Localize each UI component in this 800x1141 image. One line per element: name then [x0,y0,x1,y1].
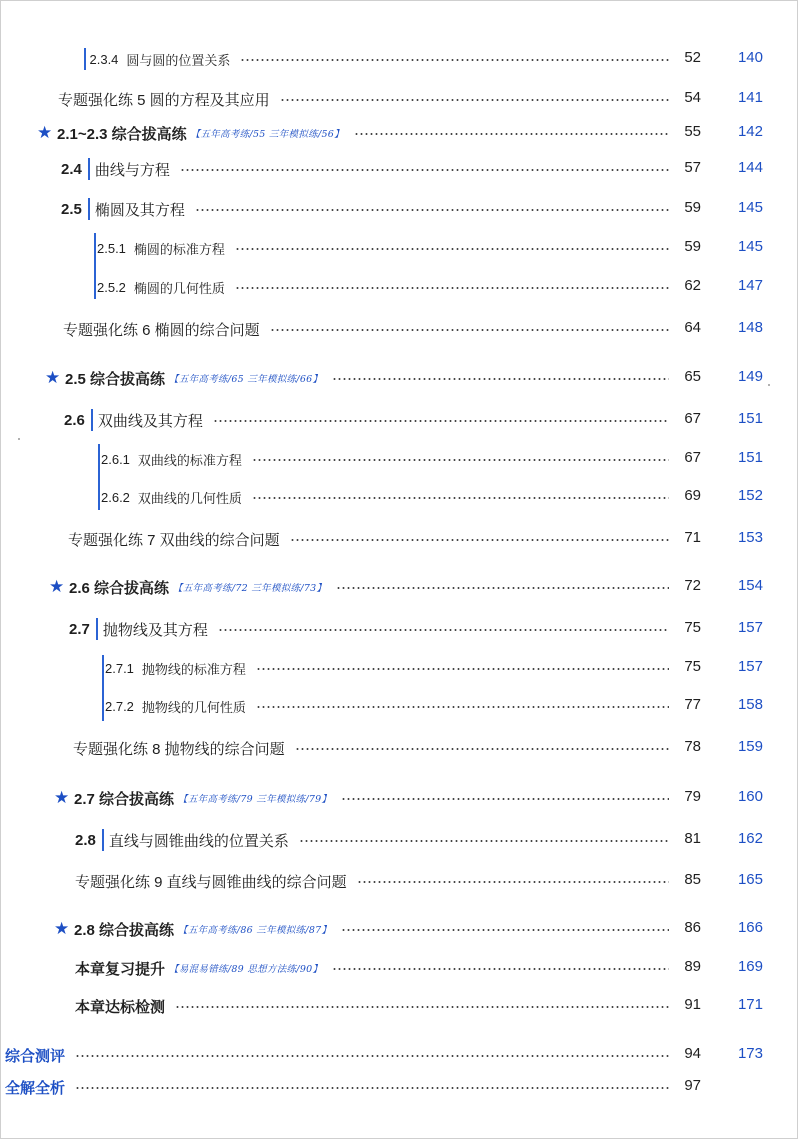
dot-leader [235,287,669,289]
dot-leader [252,459,669,461]
toc-entry[interactable] [1,119,798,147]
section-number: 2.5 [61,200,82,218]
toc-entry-label [37,119,344,147]
toc-entry[interactable] [1,364,798,392]
toc-entry[interactable] [1,915,798,943]
dot-leader [332,968,669,970]
special-practice-title: 专题强化练 9 直线与圆锥曲线的综合问题 [75,873,347,891]
toc-entry[interactable] [1,992,798,1020]
section-number: 2.4 [61,160,82,178]
chapter-item-note: 【易混易错练/89 思想方法练/90】 [169,964,323,975]
page-number: 97 [684,1077,701,1094]
subsection-number: 2.3.4 [89,51,119,67]
page-number: 52 [684,49,701,66]
section-rule [88,158,90,180]
subsection-number: 2.5.2 [97,279,126,295]
section-title: 抛物线及其方程 [102,621,208,639]
toc-entry-label [75,992,165,1020]
toc-entry-label [75,826,289,854]
dot-leader [235,248,669,250]
page-number: 72 [684,577,701,594]
review-note: 【五年高考练/65 三年模拟练/66】 [169,374,323,385]
answer-page-number: 173 [737,1045,763,1062]
subsection-number: 2.6.1 [101,451,130,467]
toc-entry-label [54,784,331,812]
toc-entry[interactable] [1,195,798,223]
section-number: 2.8 [75,831,96,849]
page-number: 75 [684,658,701,675]
page-number: 67 [684,449,701,466]
section-rule [102,829,104,851]
toc-entry-label [45,364,322,392]
page-number: 75 [684,619,701,636]
toc-entry-label [63,315,260,343]
toc-entry[interactable] [1,1041,798,1069]
toc-entry[interactable] [1,406,798,434]
toc-entry-label [101,445,242,473]
dot-leader [256,706,669,708]
review-title: 2.7 综合拔高练 [74,790,175,808]
review-note: 【五年高考练/79 三年模拟练/79】 [178,794,332,805]
dot-leader [357,881,669,883]
star-icon: ★ [54,919,70,938]
toc-entry[interactable] [1,315,798,343]
toc-entry-label [69,615,208,643]
page-number: 64 [684,319,701,336]
toc-entry-label [75,867,347,895]
star-icon: ★ [54,788,70,807]
page-number: 81 [684,830,701,847]
part-title: 全解全析 [5,1079,66,1097]
page-number: 65 [684,368,701,385]
page-number: 67 [684,410,701,427]
answer-page-number: 169 [737,958,763,975]
answer-page-number: 154 [737,577,763,594]
review-note: 【五年高考练/55 三年模拟练/56】 [190,129,344,140]
section-title: 曲线与方程 [94,161,170,179]
toc-entry-label [5,1041,65,1069]
toc-entry[interactable] [1,615,798,643]
subsection-title: 双曲线的标准方程 [137,452,242,468]
dot-leader [270,329,669,331]
toc-entry-label [58,85,270,113]
toc-entry[interactable] [1,1073,798,1101]
answer-page-number: 148 [737,319,763,336]
subsection-number: 2.5.1 [97,240,126,256]
toc-entry[interactable] [1,784,798,812]
answer-page-number: 145 [737,199,763,216]
answer-page-number: 152 [737,487,763,504]
toc-entry[interactable] [1,954,798,982]
review-title: 2.1~2.3 综合拔高练 [57,125,187,143]
page-number: 59 [684,238,701,255]
answer-page-number: 159 [737,738,763,755]
subsection-title: 抛物线的标准方程 [141,661,246,677]
answer-page-number: 153 [737,529,763,546]
answer-page-number: 157 [737,619,763,636]
star-icon: ★ [49,577,65,596]
dot-leader [295,748,669,750]
dot-leader [341,929,669,931]
subsection-title: 圆与圆的位置关系 [126,52,231,68]
dot-leader [341,798,669,800]
toc-entry-label [68,525,280,553]
answer-page-number: 147 [737,277,763,294]
toc-entry[interactable] [1,867,798,895]
page-number: 55 [684,123,701,140]
dot-leader [299,840,669,842]
answer-page-number: 160 [737,788,763,805]
answer-page-number: 165 [737,871,763,888]
answer-page-number: 157 [737,658,763,675]
toc-entry[interactable] [1,525,798,553]
answer-page-number: 144 [737,159,763,176]
subsection-title: 抛物线的几何性质 [141,699,246,715]
toc-entry-label [97,273,225,301]
subsection-title: 椭圆的标准方程 [133,241,225,257]
toc-entry-label [64,406,203,434]
star-icon: ★ [37,123,53,142]
toc-entry-label [61,195,185,223]
subsection-number: 2.6.2 [101,489,130,505]
toc-entry-label [97,234,225,262]
answer-page-number: 149 [737,368,763,385]
toc-entry-label [73,734,285,762]
toc-entry[interactable] [1,234,798,262]
answer-page-number: 141 [737,89,763,106]
review-note: 【五年高考练/72 三年模拟练/73】 [173,583,327,594]
page-number: 94 [684,1045,701,1062]
page-number: 62 [684,277,701,294]
page-number: 79 [684,788,701,805]
page-number: 71 [684,529,701,546]
toc-entry[interactable] [1,45,798,73]
review-title: 2.8 综合拔高练 [74,921,175,939]
dot-leader [195,209,669,211]
page-number: 78 [684,738,701,755]
answer-page-number: 151 [737,410,763,427]
special-practice-title: 专题强化练 5 圆的方程及其应用 [58,91,270,109]
dot-leader [218,629,669,631]
subsection-number: 2.7.1 [105,660,134,676]
page-number: 91 [684,996,701,1013]
page-number: 86 [684,919,701,936]
toc-entry-label [84,45,230,73]
dot-leader [240,59,669,61]
toc-entry[interactable] [1,654,798,682]
answer-page-number: 162 [737,830,763,847]
answer-page-number: 140 [737,49,763,66]
page-number: 59 [684,199,701,216]
answer-page-number: 166 [737,919,763,936]
star-icon: ★ [45,368,61,387]
section-title: 椭圆及其方程 [94,201,185,219]
answer-page-number: 142 [737,123,763,140]
review-note: 【五年高考练/86 三年模拟练/87】 [178,925,332,936]
dot-leader [75,1055,669,1057]
page-number: 89 [684,958,701,975]
dot-leader [213,420,669,422]
dot-leader [180,169,669,171]
answer-page-number: 171 [737,996,763,1013]
section-title: 直线与圆锥曲线的位置关系 [108,832,289,850]
section-rule [91,409,93,431]
chapter-item-title: 本章复习提升 [75,960,166,978]
section-rule [96,618,98,640]
toc-entry-label [5,1073,65,1101]
review-title: 2.5 综合拔高练 [65,370,166,388]
dot-leader [336,587,669,589]
chapter-item-title: 本章达标检测 [75,998,166,1016]
page-number: 57 [684,159,701,176]
toc-entry[interactable] [1,734,798,762]
dot-leader [256,668,669,670]
toc-entry[interactable] [1,573,798,601]
toc-entry[interactable] [1,483,798,511]
subsection-title: 双曲线的几何性质 [137,490,242,506]
section-title: 双曲线及其方程 [97,412,203,430]
toc-entry-label [49,573,326,601]
scan-speck [18,438,20,440]
toc-entry[interactable] [1,155,798,183]
section-number: 2.6 [64,411,85,429]
answer-page-number: 158 [737,696,763,713]
toc-entry-label [101,483,242,511]
toc-entry-label [61,155,170,183]
section-rule [88,198,90,220]
toc-entry[interactable] [1,692,798,720]
section-rule [84,48,86,70]
answer-page-number: 151 [737,449,763,466]
toc-entry-label [54,915,331,943]
dot-leader [290,539,669,541]
toc-entry-label [105,654,246,682]
special-practice-title: 专题强化练 6 椭圆的综合问题 [63,321,260,339]
dot-leader [354,133,669,135]
subsection-title: 椭圆的几何性质 [133,280,225,296]
dot-leader [252,497,669,499]
part-title: 综合测评 [5,1047,66,1065]
dot-leader [175,1006,669,1008]
dot-leader [280,99,669,101]
page-number: 85 [684,871,701,888]
section-number: 2.7 [69,620,90,638]
review-title: 2.6 综合拔高练 [69,579,170,597]
toc-entry[interactable] [1,826,798,854]
answer-page-number: 145 [737,238,763,255]
dot-leader [332,378,669,380]
toc-entry[interactable] [1,445,798,473]
page-number: 69 [684,487,701,504]
page-number: 77 [684,696,701,713]
dot-leader [75,1087,669,1089]
toc-entry[interactable] [1,85,798,113]
toc-entry-label [105,692,246,720]
toc-entry-label [75,954,322,982]
toc-entry[interactable] [1,273,798,301]
special-practice-title: 专题强化练 8 抛物线的综合问题 [73,740,285,758]
page-number: 54 [684,89,701,106]
subsection-number: 2.7.2 [105,698,134,714]
special-practice-title: 专题强化练 7 双曲线的综合问题 [68,531,280,549]
